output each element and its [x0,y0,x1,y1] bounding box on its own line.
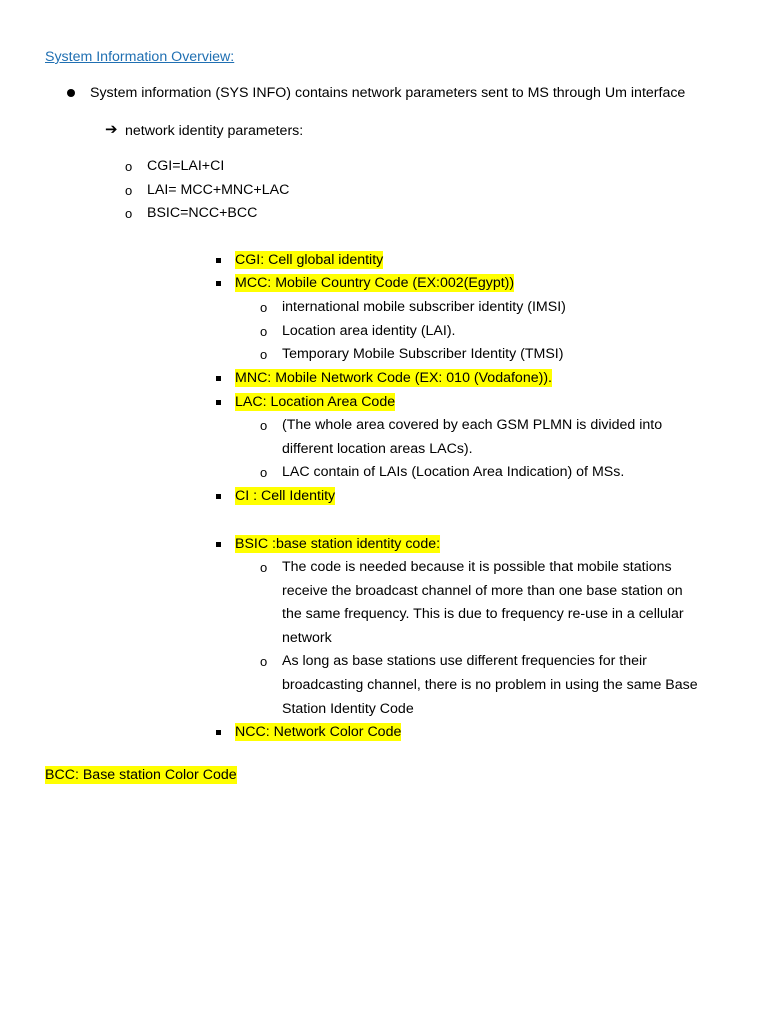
bullet-dot [67,89,75,97]
def-bsic: BSIC :base station identity code: [235,536,441,552]
circle-bullet-icon: o [260,465,268,480]
arrow-icon: ➔ [105,121,118,138]
square-bullet-icon [216,376,221,381]
circle-bullet-icon: o [260,300,268,315]
formula-cgi: CGI=LAI+CI [147,158,225,174]
mcc-sub-item: Temporary Mobile Subscriber Identity (TMSI) [282,346,564,362]
square-bullet-icon [216,281,221,286]
lac-sub-line: LAC contain of LAIs (Location Area Indication) of MSs. [282,464,625,480]
bsic-sub-line: Station Identity Code [282,701,414,717]
circle-bullet-icon: o [260,324,268,339]
def-cgi: CGI: Cell global identity [235,252,384,268]
lac-sub-line: (The whole area covered by each GSM PLMN is divided into [282,417,663,433]
circle-bullet-icon: o [260,560,268,575]
circle-bullet-icon: o [125,206,133,221]
circle-bullet-icon: o [260,418,268,433]
bsic-sub-line: network [282,630,332,646]
square-bullet-icon [216,730,221,735]
def-bcc: BCC: Base station Color Code [45,767,237,783]
formula-bsic: BSIC=NCC+BCC [147,205,258,221]
circle-bullet-icon: o [260,654,268,669]
square-bullet-icon [216,542,221,547]
circle-bullet-icon: o [125,183,133,198]
circle-bullet-icon: o [125,159,133,174]
bsic-sub-line: As long as base stations use different frequencies for their [282,653,647,669]
def-ncc: NCC: Network Color Code [235,724,402,740]
def-lac: LAC: Location Area Code [235,394,396,410]
square-bullet-icon [216,494,221,499]
bsic-sub-line: receive the broadcast channel of more than one base station on [282,583,683,599]
def-mnc: MNC: Mobile Network Code (EX: 010 (Vodafone)). [235,370,552,386]
bsic-sub-line: the same frequency. This is due to frequency re-use in a cellular [282,606,684,622]
def-ci: CI : Cell Identity [235,488,336,504]
def-mcc: MCC: Mobile Country Code (EX:002(Egypt)) [235,275,515,291]
square-bullet-icon [216,400,221,405]
lac-sub-line: different location areas LACs). [282,441,473,457]
intro-text: System information (SYS INFO) contains network parameters sent to MS through Um interface [90,85,686,101]
formula-lai: LAI= MCC+MNC+LAC [147,182,290,198]
circle-bullet-icon: o [260,347,268,362]
mcc-sub-item: Location area identity (LAI). [282,323,456,339]
bsic-sub-line: broadcasting channel, there is no problem in using the same Base [282,677,698,693]
bsic-sub-line: The code is needed because it is possible that mobile stations [282,559,672,575]
mcc-sub-item: international mobile subscriber identity (IMSI) [282,299,566,315]
square-bullet-icon [216,258,221,263]
arrow-item-text: network identity parameters: [125,123,304,139]
section-title: System Information Overview: [45,49,235,65]
